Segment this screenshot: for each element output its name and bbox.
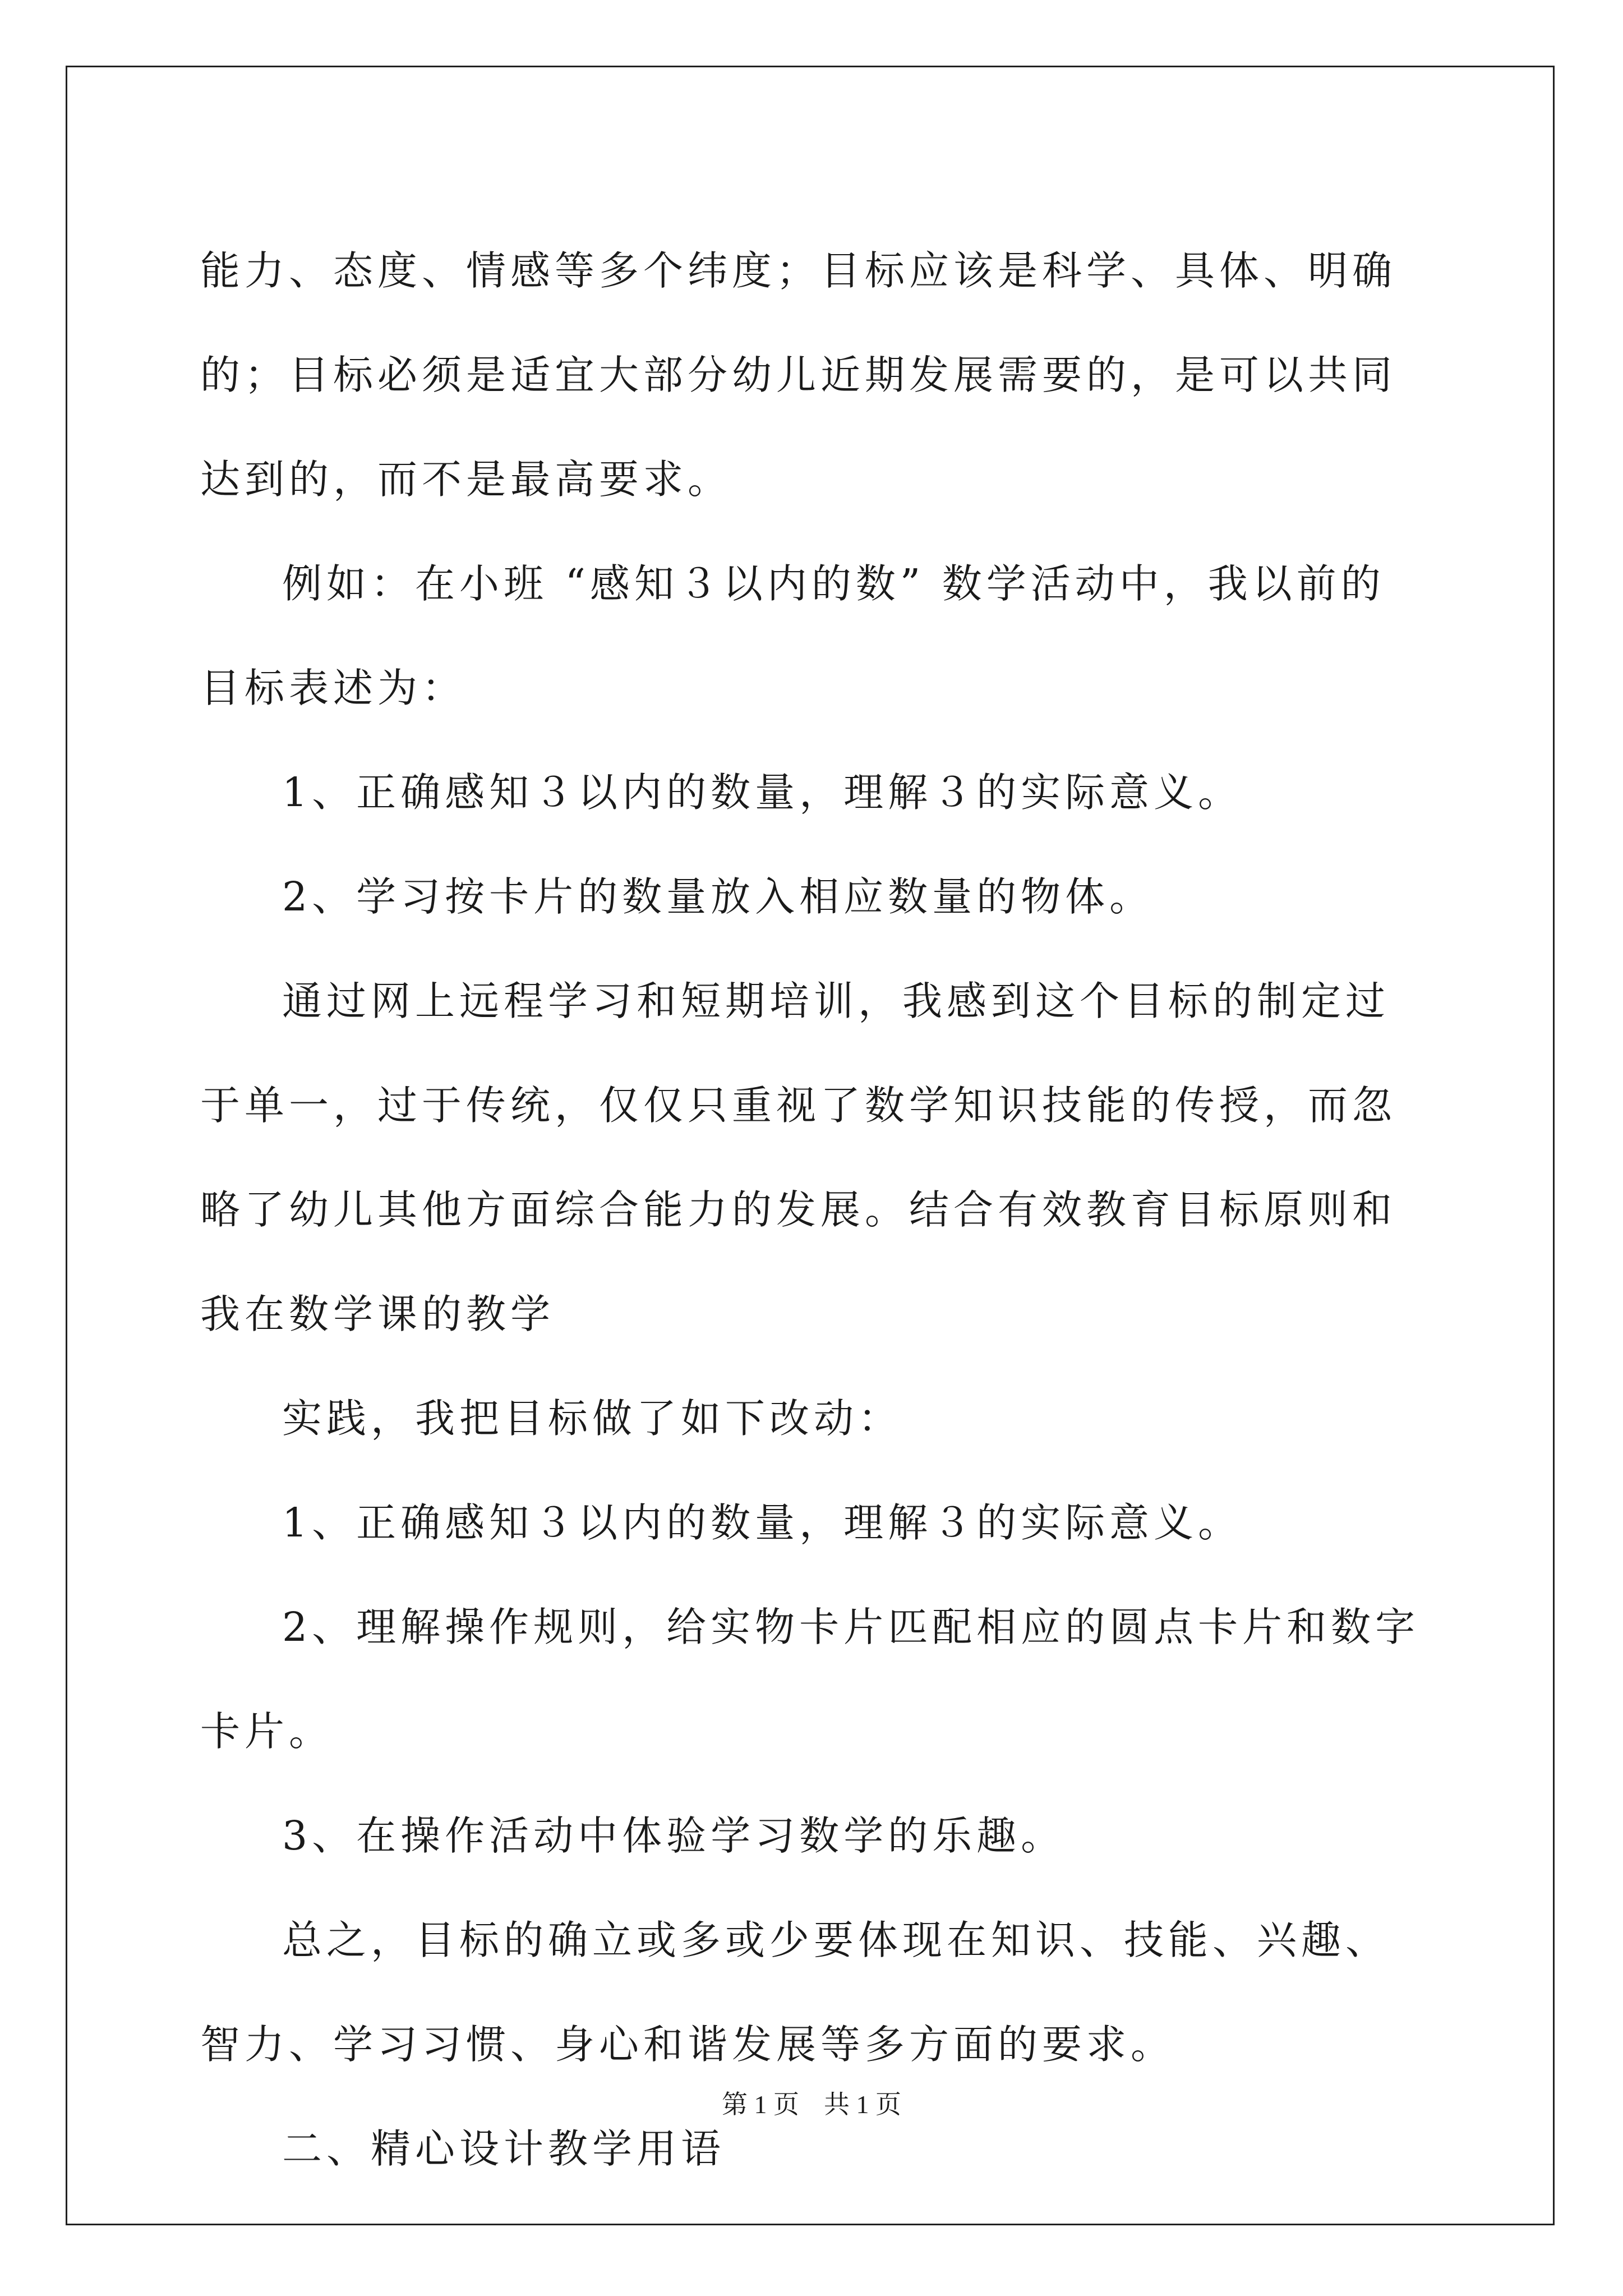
- page-number: 第 1 页: [722, 2090, 799, 2119]
- list-item: 1、正确感知３以内的数量，理解３的实际意义。: [282, 769, 1243, 816]
- document-body: [200, 219, 1423, 2201]
- paragraph: 通过网上远程学习和短期培训，我感到这个目标的制定过于单一，过于传统，仅仅只重视了数学知识技能的传授，而忽略了幼儿其他方面综合能力的发展。结合有效教育目标原则和我在数学课的教学: [200, 978, 1397, 1337]
- list-item: 2、理解操作规则，给实物卡片匹配相应的圆点卡片和数字卡片。: [200, 1604, 1420, 1755]
- list-item: 2、学习按卡片的数量放入相应数量的物体。: [282, 873, 1154, 920]
- page-total: 共 1 页: [824, 2090, 901, 2119]
- paragraph: 总之，目标的确立或多或少要体现在知识、技能、兴趣、智力、学习习惯、身心和谐发展等多方面的要求。: [200, 1917, 1390, 2068]
- paragraph: 例如：在小班 “感知３以内的数” 数学活动中，我以前的目标表述为：: [200, 560, 1385, 711]
- section-heading: 二、精心设计教学用语: [282, 2125, 726, 2172]
- paragraph: 能力、态度、情感等多个纬度；目标应该是科学、具体、明确的；目标必须是适宜大部分幼儿近期发展需要的，是可以共同达到的，而不是最高要求。: [200, 247, 1397, 503]
- paragraph: 实践，我把目标做了如下改动：: [282, 1395, 903, 1442]
- list-item: 1、正确感知３以内的数量，理解３的实际意义。: [282, 1499, 1243, 1546]
- page-footer: [0, 2084, 1623, 2121]
- list-item: 3、在操作活动中体验学习数学的乐趣。: [282, 1812, 1066, 1859]
